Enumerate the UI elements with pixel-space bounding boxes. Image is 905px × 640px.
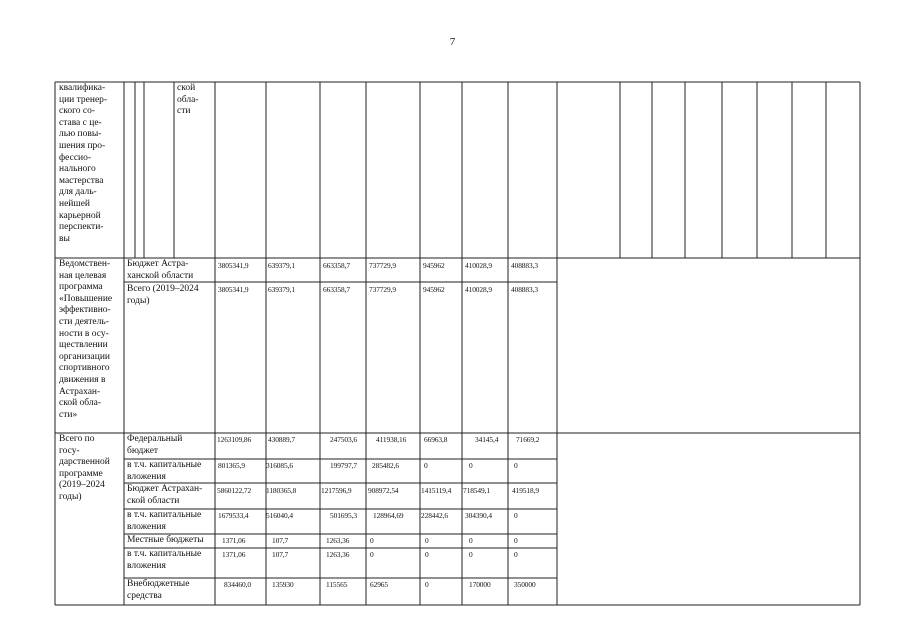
total-r2-2022: 1415119,4 [421, 486, 452, 495]
total-r5-2022: 0 [425, 550, 429, 559]
total-r6-2019: 135930 [272, 580, 294, 589]
total-source-local: Местные бюджеты [127, 535, 204, 545]
total-r4-total: 1371,06 [222, 536, 246, 545]
total-r5-total: 1371,06 [222, 550, 246, 559]
total-r0-2019: 430889,7 [268, 435, 295, 444]
total-r6-2023: 170000 [469, 580, 491, 589]
total-source-federal: Федеральный бюджет [127, 434, 183, 456]
total-r5-2020: 1263,36 [326, 550, 350, 559]
total-r0-2021: 411938,16 [376, 435, 407, 444]
total-source-regional-capital: в т.ч. капитальные вложения [127, 510, 202, 532]
total-r5-2019: 107,7 [272, 550, 289, 559]
total-r2-2019: 1180365,8 [266, 486, 297, 495]
total-r0-total: 1263109,86 [217, 435, 252, 444]
total-name: Всего по госу- дарственной программе (2019–2024 годы) [59, 434, 110, 502]
program-r1-2020: 663358,7 [323, 285, 350, 294]
total-r6-2021: 62965 [370, 580, 388, 589]
total-r1-2023: 0 [469, 461, 473, 470]
total-r3-2019: 516040,4 [266, 511, 293, 520]
program-r1-total: 3805341,9 [218, 285, 249, 294]
total-r2-2021: 908972,54 [368, 486, 399, 495]
total-r3-2020: 501695,3 [330, 511, 357, 520]
total-source-local-capital: в т.ч. капитальные вложения [127, 549, 202, 571]
total-r2-2020: 1217596,9 [321, 486, 352, 495]
total-r0-2023: 34145,4 [475, 435, 499, 444]
total-r2-2024: 419518,9 [512, 486, 539, 495]
total-r4-2021: 0 [370, 536, 374, 545]
total-r3-2022: 228442,6 [421, 511, 448, 520]
program-r1-2022: 945962 [423, 285, 445, 294]
total-r6-2024: 350000 [514, 580, 536, 589]
total-r0-2024: 71669,2 [516, 435, 540, 444]
program-r1-2024: 408883,3 [511, 285, 538, 294]
program-r0-2022: 945962 [423, 261, 445, 270]
program-source-total: Всего (2019–2024 годы) [127, 284, 199, 306]
total-r1-2024: 0 [514, 461, 518, 470]
total-r1-2022: 0 [424, 461, 428, 470]
total-r5-2021: 0 [370, 550, 374, 559]
total-r3-2024: 0 [514, 511, 518, 520]
total-source-regional: Бюджет Астрахан- ской области [127, 484, 203, 506]
total-r2-total: 5860122,72 [217, 486, 252, 495]
program-r0-2021: 737729,9 [369, 261, 396, 270]
total-r3-2023: 304390,4 [465, 511, 492, 520]
row1-name: квалифика- ции тренер- ского со- става с це- лью повы- шения про- фессио- нального мастерства для даль- нейшей карьерной перспекти- вы [59, 83, 108, 244]
program-r0-2020: 663358,7 [323, 261, 350, 270]
total-r4-2022: 0 [425, 536, 429, 545]
total-r1-2021: 285482,6 [372, 461, 399, 470]
total-r4-2020: 1263,36 [326, 536, 350, 545]
total-r6-2020: 115565 [326, 580, 348, 589]
total-source-federal-capital: в т.ч. капитальные вложения [127, 460, 202, 482]
program-r1-2023: 410028,9 [465, 285, 492, 294]
row1-source-tail: ской обла- сти [177, 83, 199, 117]
program-r0-2019: 639379,1 [268, 261, 295, 270]
page-number: 7 [449, 36, 456, 48]
total-r1-2019: 316085,6 [266, 461, 293, 470]
program-source-budget: Бюджет Астра- ханской области [127, 259, 194, 281]
program-r0-total: 3805341,9 [218, 261, 249, 270]
total-r5-2023: 0 [469, 550, 473, 559]
total-r6-2022: 0 [425, 580, 429, 589]
total-r4-2019: 107,7 [272, 536, 289, 545]
program-name: Ведомствен- ная целевая программа «Повышение эффективно- сти деятель- ности в осу- ществлении организации спортивного движения в Астрахан- ской обла- сти» [59, 259, 113, 420]
program-r0-2023: 410028,9 [465, 261, 492, 270]
total-r3-2021: 128964,69 [373, 511, 404, 520]
total-r1-total: 801365,9 [218, 461, 245, 470]
total-r3-total: 1679533,4 [218, 511, 249, 520]
program-r1-2021: 737729,9 [369, 285, 396, 294]
total-r6-total: 834460,0 [224, 580, 251, 589]
program-r0-2024: 408883,3 [511, 261, 538, 270]
total-r1-2020: 199797,7 [330, 461, 357, 470]
total-source-extrabudget: Внебюджетные средства [127, 579, 190, 601]
total-r2-2023: 718549,1 [463, 486, 490, 495]
total-r0-2020: 247503,6 [330, 435, 357, 444]
total-r0-2022: 66963,8 [424, 435, 448, 444]
program-r1-2019: 639379,1 [268, 285, 295, 294]
total-r4-2023: 0 [469, 536, 473, 545]
total-r5-2024: 0 [514, 550, 518, 559]
total-r4-2024: 0 [514, 536, 518, 545]
